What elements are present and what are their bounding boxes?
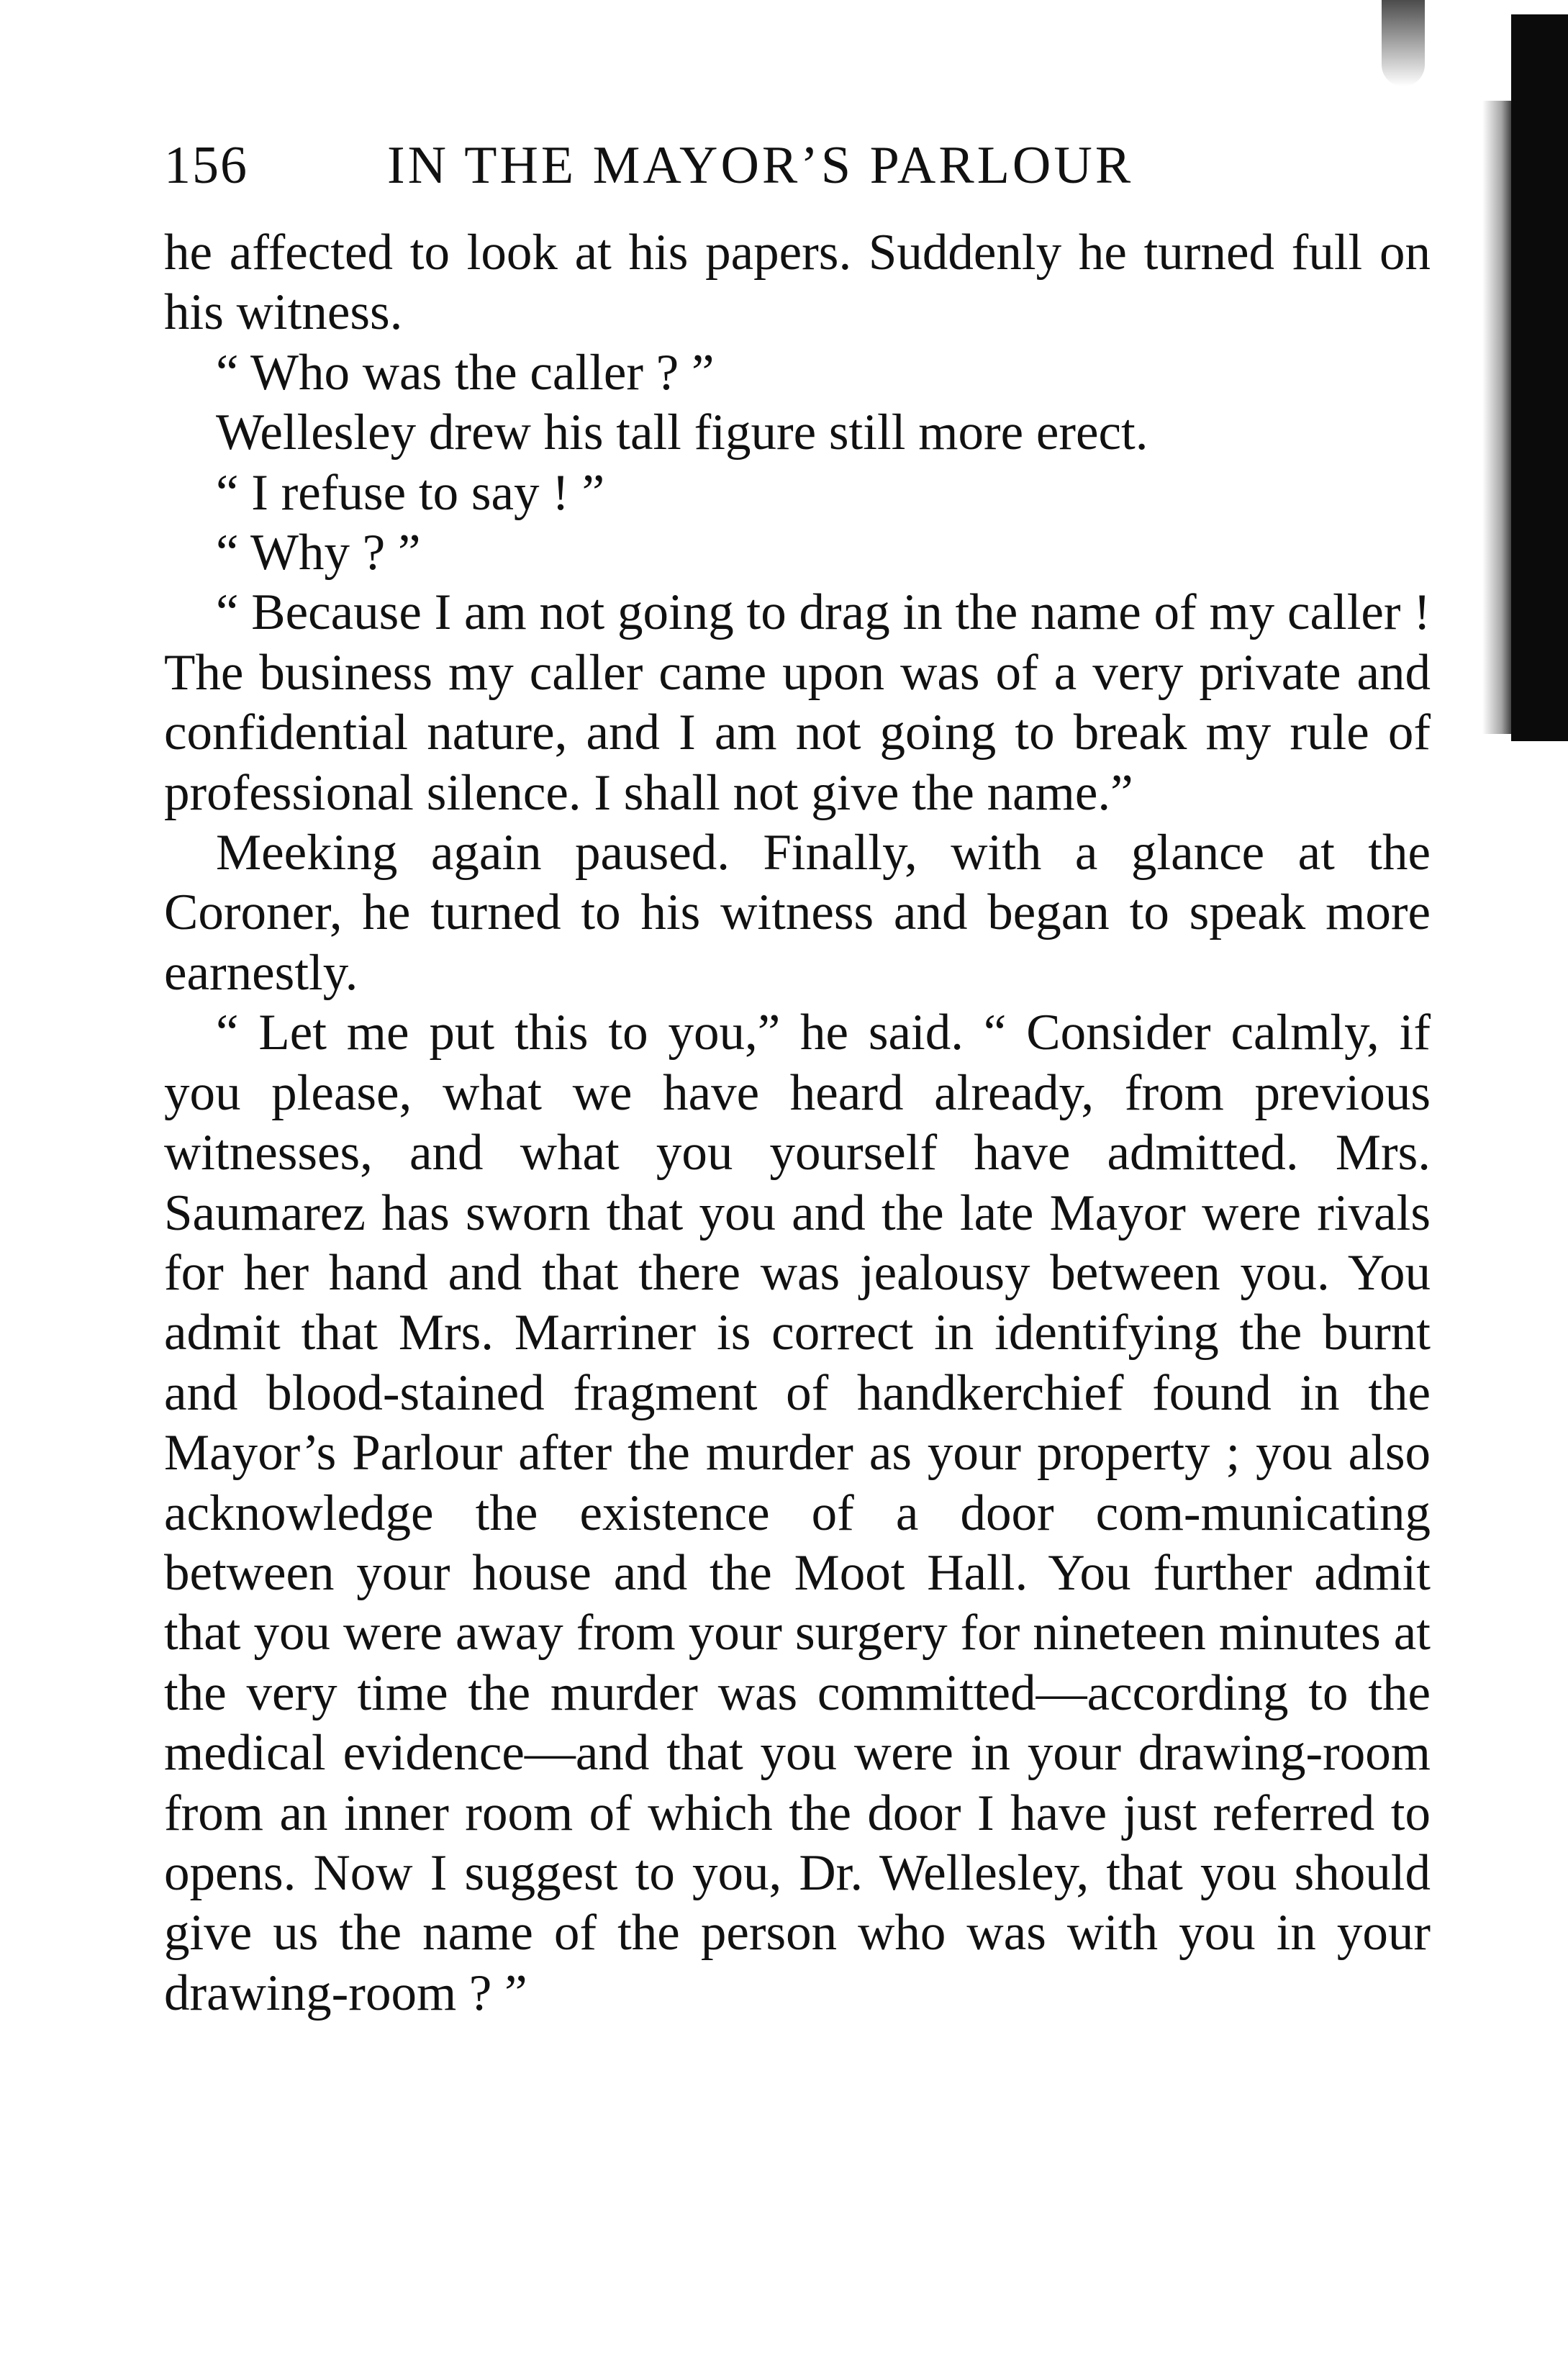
running-head: IN THE MAYOR’S PARLOUR: [387, 136, 1134, 195]
scan-shadow-edge: [1482, 101, 1514, 734]
paragraph-4: “ I refuse to say ! ”: [216, 464, 605, 521]
paragraph-6: “ Because I am not going to drag in the name of my caller ! The business my caller came upon was of a very private and confidential nature, and I am not going to break my rule of professional silence. I shall not give the name.”: [164, 584, 1431, 821]
paragraph-7: Meeking again paused. Finally, with a glance at the Coroner, he turned to his witness and began to speak more earnestly.: [164, 825, 1431, 1001]
scan-binding-shadow: [1511, 14, 1568, 741]
paragraph-2: “ Who was the caller ? ”: [216, 344, 715, 401]
paragraph-3: Wellesley drew his tall figure still more erect.: [216, 404, 1148, 461]
scan-shadow-top: [1382, 0, 1425, 86]
page-header: [164, 122, 1431, 209]
paragraph-1: he affected to look at his papers. Suddenly he turned full on his witness.: [164, 225, 1431, 341]
page-number: 156: [164, 136, 248, 195]
paragraph-5: “ Why ? ”: [216, 525, 421, 581]
paragraph-8: “ Let me put this to you,” he said. “ Consider calmly, if you please, what we have heard already, from previous witnesses, and what you yourself have admitted. Mrs. Saumarez has sworn that you and the late Mayor were rivals for her hand and that there was jealousy between you. You admit that Mrs. Marriner is correct in identifying the burnt and blood-stained fragment of handkerchief found in the Mayor’s Parlour after the murder as your property ; you also acknowledge the existence of a door com-municating between your house and the Moot Hall. You further admit that you were away from your surgery for nineteen minutes at the very time the murder was committed—according to the medical evidence—and that you were in your drawing-room from an inner room of which the door I have just referred to opens. Now I suggest to you, Dr. Wellesley, that you should give us the name of the person who was with you in your drawing-room ? ”: [164, 1005, 1431, 2021]
body-text: [164, 223, 1431, 2023]
